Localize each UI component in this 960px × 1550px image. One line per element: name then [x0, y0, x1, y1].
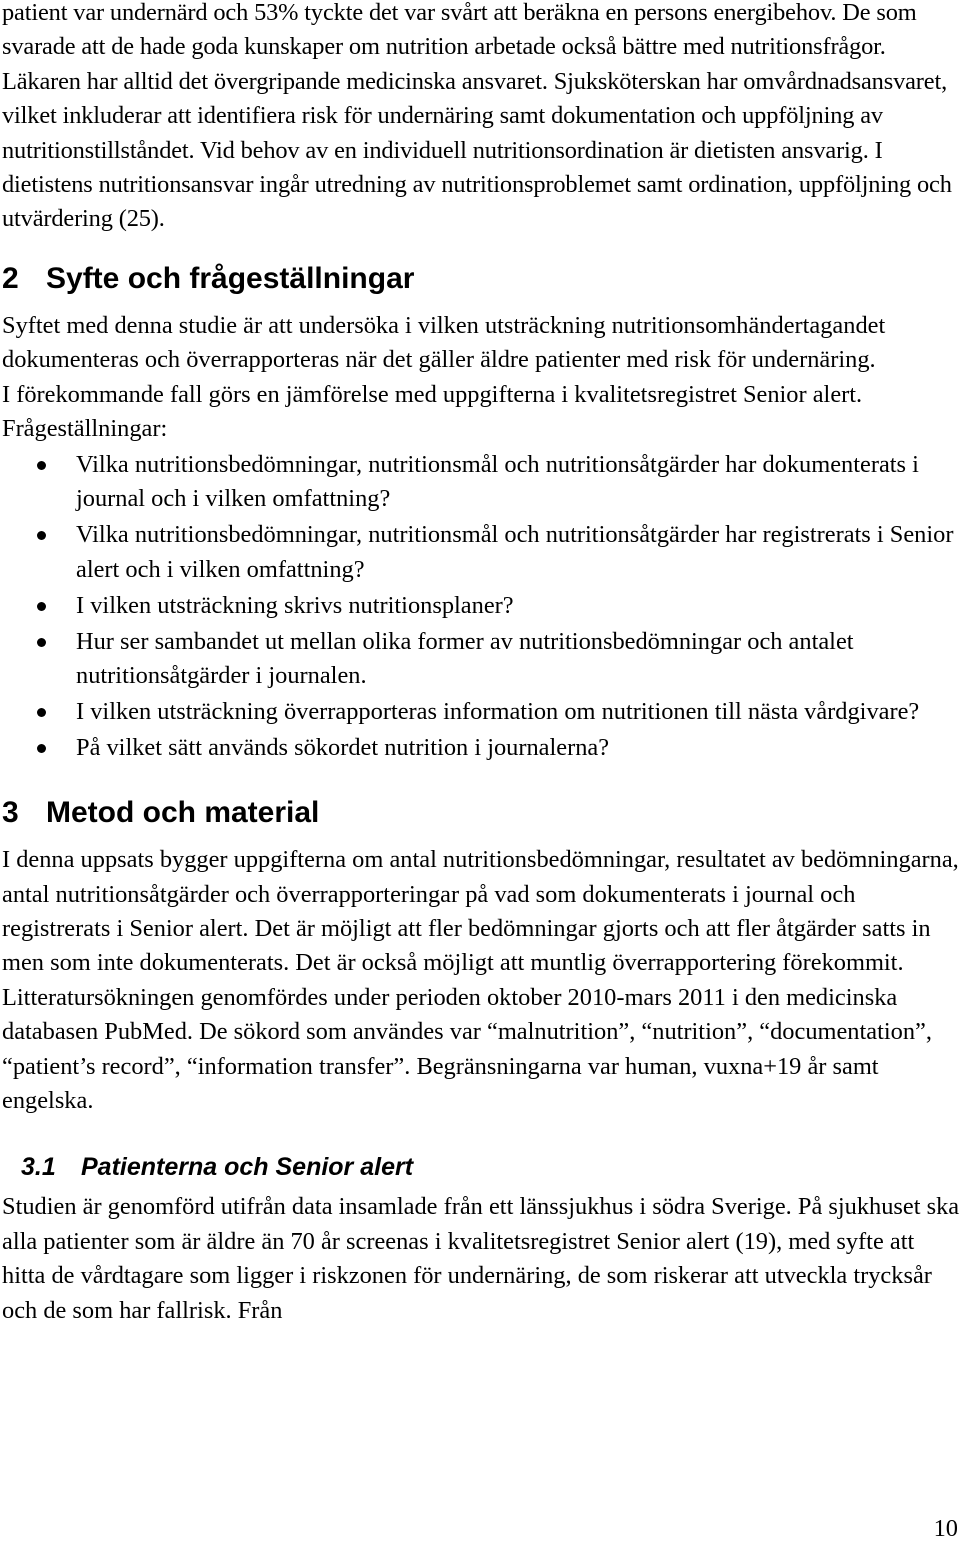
- bullet-icon: [37, 602, 46, 611]
- list-item-text: På vilket sätt används sökordet nutrition i journalerna?: [76, 733, 610, 761]
- subsection-heading-patienterna: [2, 1152, 960, 1182]
- list-item: [2, 518, 960, 587]
- list-item-text: I vilken utsträckning skrivs nutritionsplaner?: [76, 591, 514, 619]
- bullet-icon: [37, 461, 46, 470]
- list-item-text: I vilken utsträckning överrapporteras information om nutritionen till nästa vårdgivare?: [76, 697, 920, 725]
- list-item: [2, 589, 960, 623]
- section-number: 3: [2, 796, 19, 830]
- metod-paragraph-1: I denna uppsats bygger uppgifterna om antal nutritionsbedömningar, resultatet av bedömningarna, antal nutritionsåtgärder och överrapporteringar på vad som dokumenterats i journal och registrerats i Senior alert. Det är möjligt att fler bedömningar gjorts och att fler åtgärder satts in men som inte dokumenterats. Det är också möjligt att muntlig överrapportering förekommit.: [2, 846, 959, 977]
- list-item: [2, 448, 960, 517]
- list-item-text: Hur ser sambandet ut mellan olika former av nutritionsbedömningar och antalet nutritionsåtgärder i journalen.: [76, 627, 854, 689]
- bullet-icon: [37, 531, 46, 540]
- syfte-paragraph-1: Syftet med denna studie är att undersöka i vilken utsträckning nutritionsomhändertagandet dokumenteras och överrapporteras när det gäller äldre patienter med risk för undernäring.: [2, 311, 886, 374]
- metod-paragraph-2: Litteratursökningen genomfördes under perioden oktober 2010-mars 2011 i den medicinska databasen PubMed. De sökord som användes var “malnutrition”, “nutrition”, “documentation”, “patient’s record”, “information transfer”. Begränsningarna var human, vuxna+19 år samt engelska.: [2, 983, 932, 1114]
- subsection-title: Patienterna och Senior alert: [81, 1153, 414, 1182]
- intro-paragraph: patient var undernärd och 53% tyckte det var svårt att beräkna en persons energibehov. De som svarade att de hade goda kunskaper om nutrition arbetade också bättre med nutritionsfrågor. Läkaren har alltid det övergripande medicinska ansvaret. Sjuksköterskan har omvårdnadsansvaret, vilket inkluderar att identifiera risk för undernäring samt dokumentation och uppföljning av nutritionstillståndet. Vid behov av en individuell nutritionsordination är dietisten ansvarig. I dietistens nutritionsansvar ingår utredning av nutritionsproblemet samt ordination, uppföljning och utvärdering (25).: [2, 0, 952, 233]
- section-title: Metod och material: [46, 796, 320, 830]
- section-title: Syfte och frågeställningar: [46, 261, 415, 295]
- bullet-icon: [37, 638, 46, 647]
- list-item-text: Vilka nutritionsbedömningar, nutritionsmål och nutritionsåtgärder har registrerats i Senior alert och i vilken omfattning?: [76, 521, 954, 583]
- page-content: [2, 0, 960, 1328]
- section-heading-syfte: [2, 261, 960, 297]
- bullet-icon: [37, 708, 46, 717]
- section-number: 2: [2, 261, 19, 295]
- questions-label: Frågeställningar:: [2, 415, 168, 443]
- questions-list: [2, 448, 960, 765]
- subsection-number: 3.1: [21, 1153, 56, 1182]
- list-item: [2, 695, 960, 729]
- syfte-paragraph-2: I förekommande fall görs en jämförelse med uppgifterna i kvalitetsregistret Senior alert.: [2, 380, 863, 408]
- list-item: [2, 625, 960, 694]
- page-number: 10: [933, 1515, 958, 1542]
- patienterna-paragraph: Studien är genomförd utifrån data insamlade från ett länssjukhus i södra Sverige. På sjukhuset ska alla patienter som är äldre än 70 år screenas i kvalitetsregistret Senior alert (19), med syfte att hitta de vårdtagare som ligger i riskzonen för undernäring, de som riskerar att utveckla trycksår och de som har fallrisk. Från: [2, 1193, 960, 1324]
- bullet-icon: [37, 744, 46, 753]
- list-item: [2, 731, 960, 765]
- section-heading-metod: [2, 795, 960, 831]
- list-item-text: Vilka nutritionsbedömningar, nutritionsmål och nutritionsåtgärder har dokumenterats i journal och i vilken omfattning?: [76, 450, 919, 513]
